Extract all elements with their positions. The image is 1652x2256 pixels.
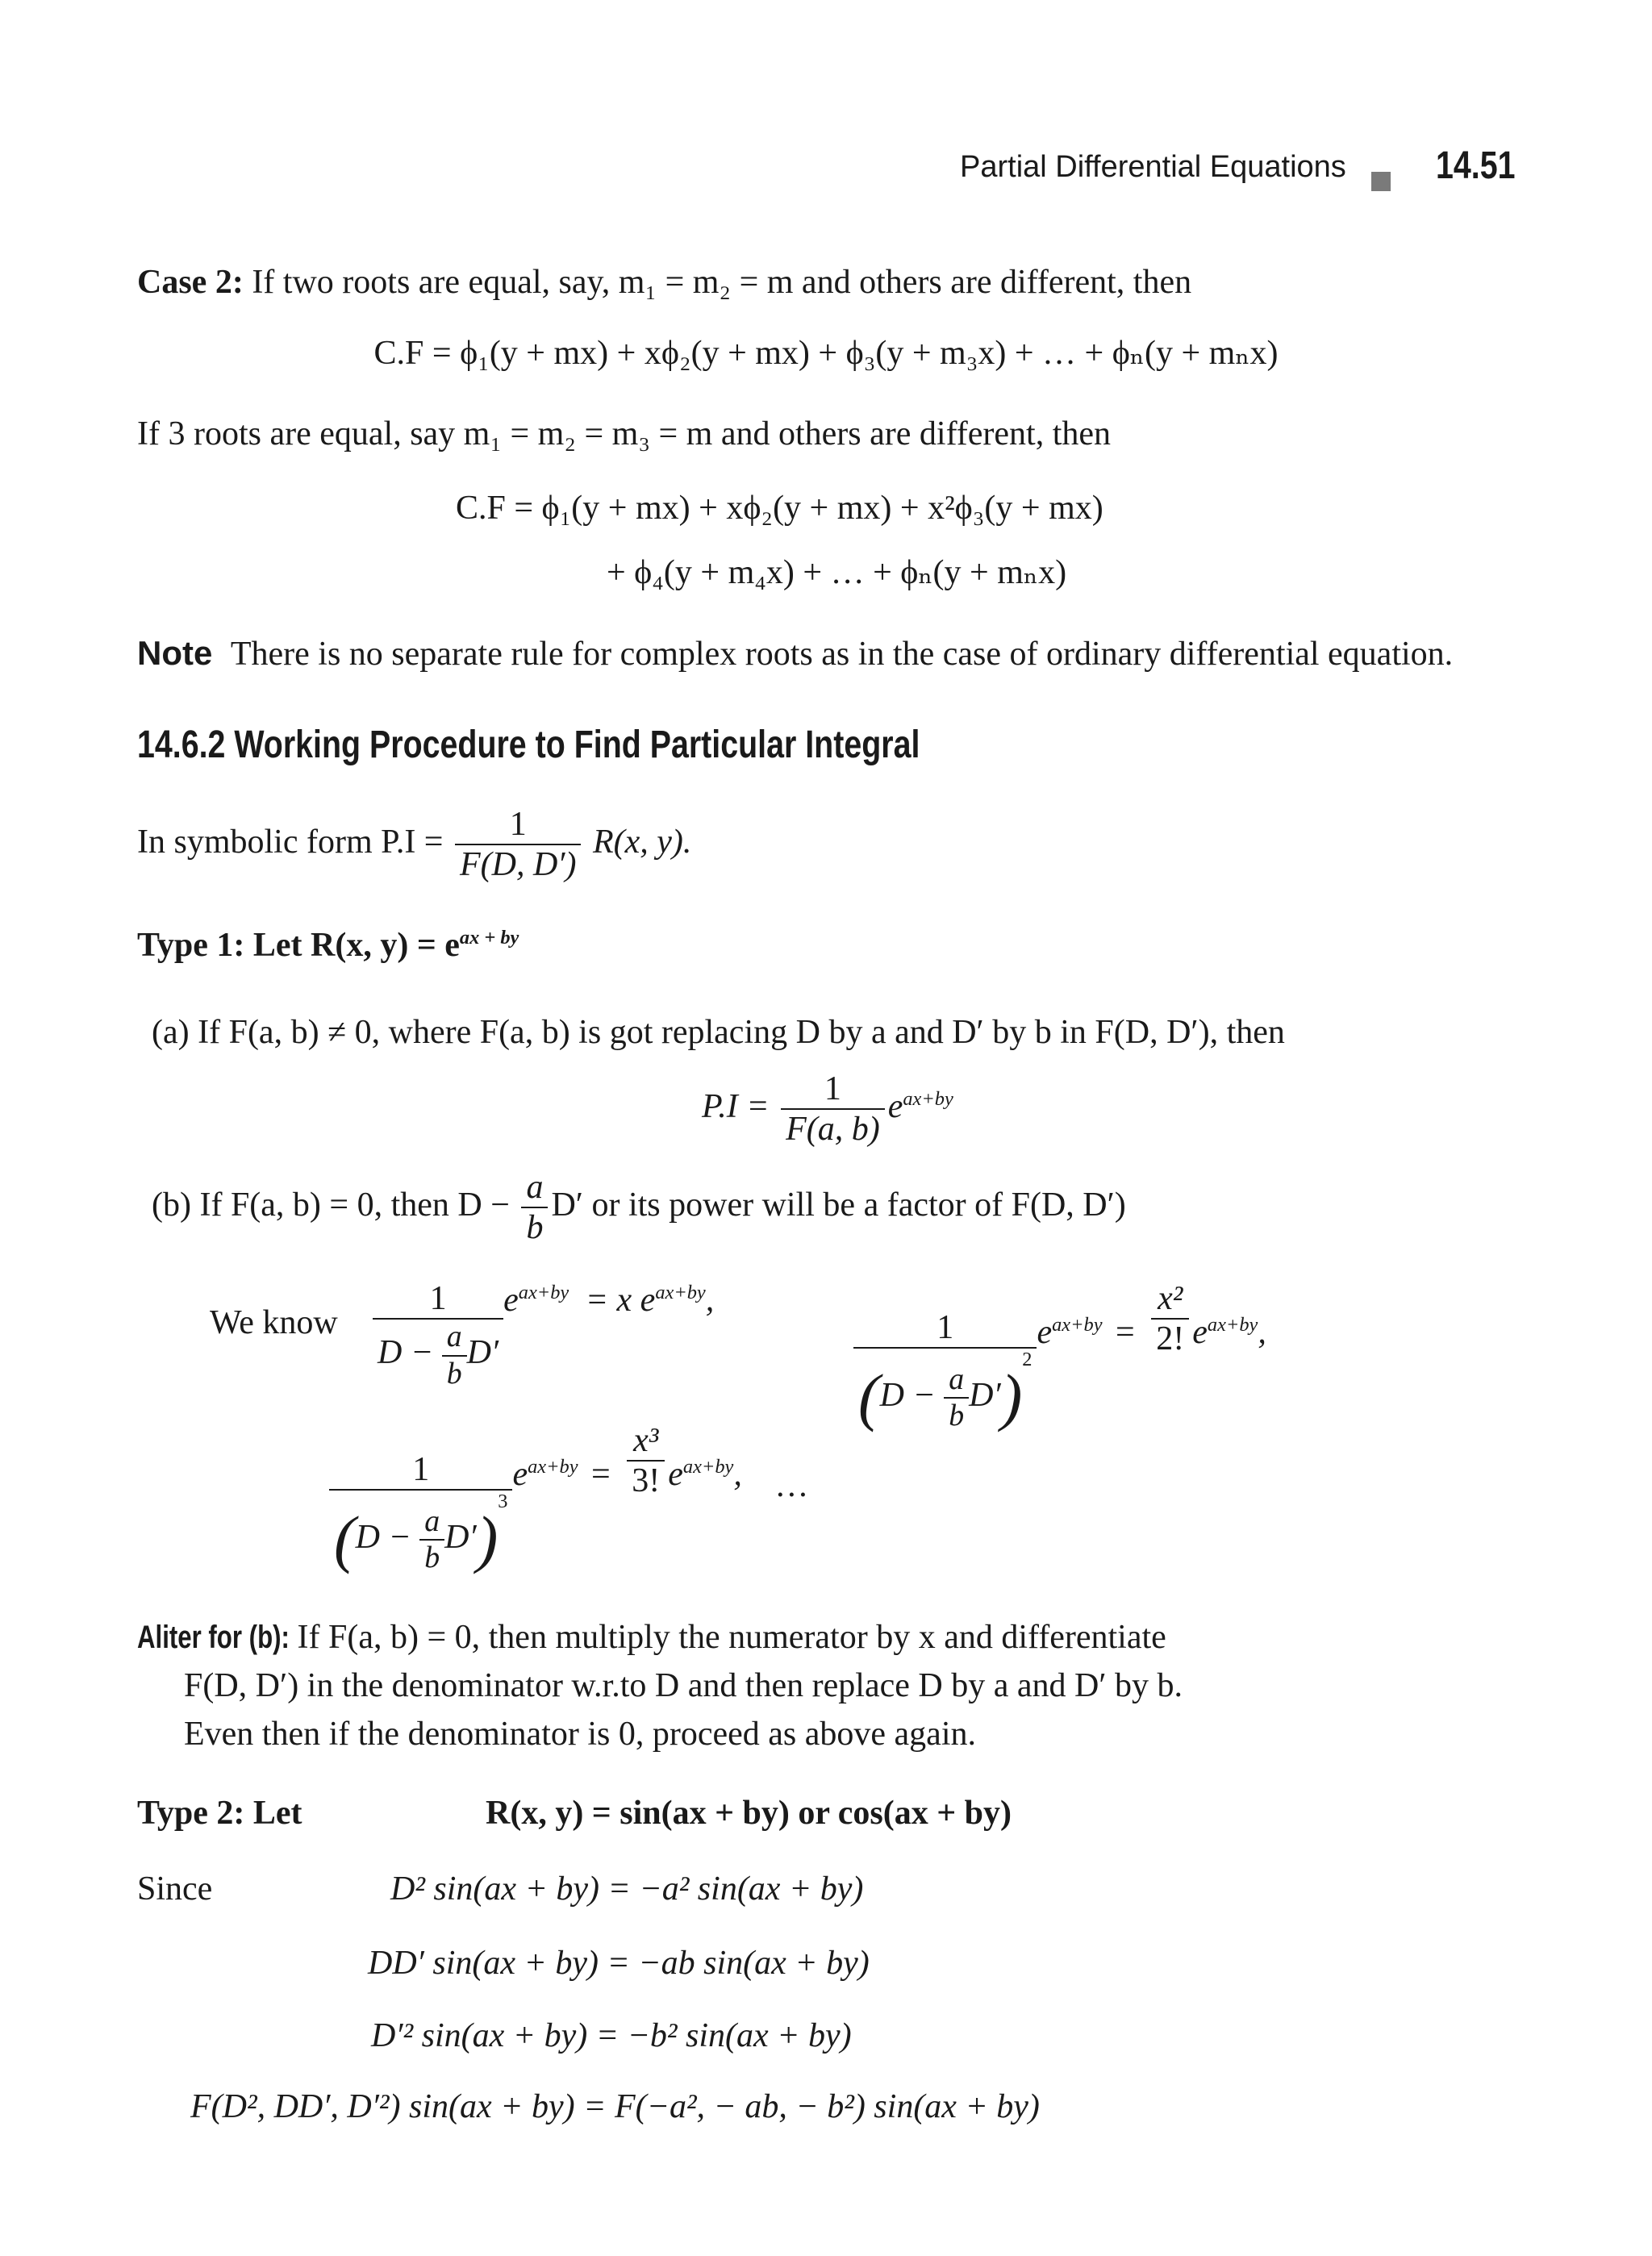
f2-rhs-e: $e^{ax+by}$, <box>1192 1314 1266 1352</box>
note-paragraph <box>137 634 1453 673</box>
symbolic-fraction <box>455 805 581 885</box>
f3-den-b: b <box>424 1541 440 1575</box>
type2-eq2: DD′ sin(ax + by) = −ab sin(ax + by) <box>368 1945 870 1982</box>
f2-e-base: e <box>1037 1314 1053 1352</box>
f1-den: D − $\frac{a}{b}$ D′ <box>378 1320 499 1391</box>
case2-paragraph <box>137 263 1191 302</box>
b-fraction-num: a <box>521 1168 548 1208</box>
symbolic-tail: R(x, y). <box>592 823 692 861</box>
type2-eq1: D² sin(ax + by) = −a² sin(ax + by) <box>390 1870 864 1908</box>
type1-heading <box>137 926 519 965</box>
b-fraction <box>521 1168 548 1248</box>
f1-fraction <box>373 1279 503 1391</box>
symbolic-numerator: 1 <box>455 805 581 845</box>
type2-heading-left: Type 2: Let <box>137 1795 302 1832</box>
a-formula-exp: ax+by <box>903 1087 953 1110</box>
f1-rhs-exp: ax+by <box>655 1282 706 1304</box>
a-formula-den: F(a, b) <box>786 1111 880 1149</box>
b-text-part2: D′ or its power will be a factor of F(D, D′) <box>551 1186 1126 1224</box>
f3-rhs-e: $e^{ax+by}$, <box>668 1456 742 1494</box>
f3-rhs-e-base: e <box>668 1456 683 1494</box>
type1-b-text <box>152 1168 1126 1248</box>
f3-fraction <box>329 1450 512 1576</box>
f3-rhs-num: x³ <box>627 1421 665 1462</box>
f3-e-exp: ax+by <box>528 1456 578 1478</box>
f3-ellipsis: … <box>774 1467 809 1505</box>
type1-heading-text: Type 1: Let R(x, y) = e <box>137 927 460 964</box>
f2-den-b: b <box>949 1399 965 1433</box>
f3-rhs-e-exp: ax+by <box>682 1456 734 1478</box>
f3-rhs-den: 3! <box>632 1462 661 1500</box>
a-formula-fraction <box>781 1070 885 1149</box>
three-roots-cf-line1: C.F = ϕ₁(y + mx) + xϕ₂(y + mx) + x²ϕ₃(y + mx) <box>456 490 1103 527</box>
f3-e <box>512 1456 578 1493</box>
f2-den-a: a <box>944 1362 969 1399</box>
f3-rhs-fraction <box>627 1421 665 1501</box>
f2-fraction <box>853 1308 1037 1434</box>
f1-den-a: a <box>442 1320 467 1356</box>
f3-den-a: a <box>419 1504 444 1541</box>
section-heading: 14.6.2 Working Procedure to Find Particular Integral <box>137 724 920 766</box>
f2-rhs-e-exp: ax+by <box>1207 1314 1258 1337</box>
we-know-label: We know <box>210 1304 338 1341</box>
f1-e-base: e <box>503 1282 519 1320</box>
type1-a-formula <box>702 1070 953 1149</box>
type2-heading-right: R(x, y) = sin(ax + by) or cos(ax + by) <box>486 1795 1012 1832</box>
f2-rhs-den: 2! <box>1156 1320 1185 1358</box>
a-formula-lhs: P.I = <box>702 1087 770 1125</box>
f2-e-exp: ax+by <box>1052 1314 1103 1337</box>
symbolic-denominator: F(D, D′) <box>460 846 577 884</box>
we-know-formula-1 <box>373 1279 714 1391</box>
f1-e <box>503 1282 569 1319</box>
aliter-text1: If F(a, b) = 0, then multiply the numerator by x and differentiate <box>297 1619 1166 1656</box>
f2-den: (D − $\frac{a}{b}$ D′)$^2$ <box>858 1348 1032 1433</box>
f2-rhs-e-base: e <box>1192 1314 1208 1352</box>
aliter-line2: F(D, D′) in the denominator w.r.to D and then replace D by a and D′ by b. <box>184 1667 1183 1704</box>
since-label: Since <box>137 1870 213 1908</box>
f1-den-b: b <box>446 1356 462 1391</box>
symbolic-lead: In symbolic form P.I = <box>137 823 444 861</box>
f1-e-exp: ax+by <box>518 1282 569 1304</box>
page-number: 14.51 <box>1436 144 1516 187</box>
b-fraction-den: b <box>526 1209 544 1247</box>
case2-cf-formula: C.F = ϕ₁(y + mx) + xϕ₂(y + mx) + ϕ₃(y + m₃x) + … + ϕₙ(y + mₙx) <box>373 335 1279 372</box>
f1-rhs: = x $e^{ax+by}$, <box>585 1282 715 1320</box>
aliter-line1 <box>137 1618 1166 1657</box>
f3-den: (D − $\frac{a}{b}$ D′)$^3$ <box>334 1490 508 1575</box>
case2-label: Case 2: <box>137 264 244 301</box>
three-roots-cf-line2: + ϕ₄(y + m₄x) + … + ϕₙ(y + mₙx) <box>607 554 1067 591</box>
f2-e <box>1037 1314 1102 1351</box>
f2-num: 1 <box>853 1308 1037 1349</box>
f3-e-base: e <box>512 1456 528 1494</box>
type2-eq3: D′² sin(ax + by) = −b² sin(ax + by) <box>371 2017 852 2054</box>
aliter-line3: Even then if the denominator is 0, proceed as above again. <box>184 1716 976 1753</box>
type1-a-text: (a) If F(a, b) ≠ 0, where F(a, b) is got replacing D by a and D′ by b in F(D, D′), then <box>152 1014 1285 1051</box>
type1-heading-exponent: ax + by <box>459 927 519 949</box>
we-know-formula-3: 1 (D − $\frac{a}{b}$ D′)$^3$ $e^{ax+by}$ = $\frac{\text{x³}}{3!}$ $e^{ax+by}$, … <box>329 1421 808 1576</box>
f1-rhs-text: = x e <box>585 1282 656 1320</box>
a-formula-base: e <box>887 1087 903 1125</box>
case2-text: If two roots are equal, say, m₁ = m₂ = m and others are different, then <box>252 264 1192 301</box>
three-roots-paragraph: If 3 roots are equal, say m₁ = m₂ = m₃ = m and others are different, then <box>137 415 1112 452</box>
we-know-formula-2: 1 (D − $\frac{a}{b}$ D′)$^2$ $e^{ax+by}$ = $\frac{\text{x²}}{2!}$ $e^{ax+by}$, <box>853 1279 1266 1434</box>
note-text: There is no separate rule for complex roots as in the case of ordinary differential equation. <box>230 636 1454 673</box>
aliter-label: Aliter for (b): <box>137 1620 290 1655</box>
header-square-icon <box>1371 160 1391 198</box>
f1-num: 1 <box>373 1279 503 1320</box>
running-header-title: Partial Differential Equations <box>960 150 1346 184</box>
f2-rhs-num: x² <box>1151 1279 1189 1320</box>
a-formula-num: 1 <box>781 1070 885 1110</box>
f2-rhs-fraction <box>1151 1279 1189 1359</box>
b-text-part1: (b) If F(a, b) = 0, then D − <box>152 1186 510 1224</box>
type2-eq4: F(D², DD′, D′²) sin(ax + by) = F(−a², − ab, − b²) sin(ax + by) <box>190 2088 1040 2125</box>
note-label: Note <box>137 634 213 672</box>
f3-num: 1 <box>329 1450 512 1491</box>
symbolic-form <box>137 805 691 885</box>
